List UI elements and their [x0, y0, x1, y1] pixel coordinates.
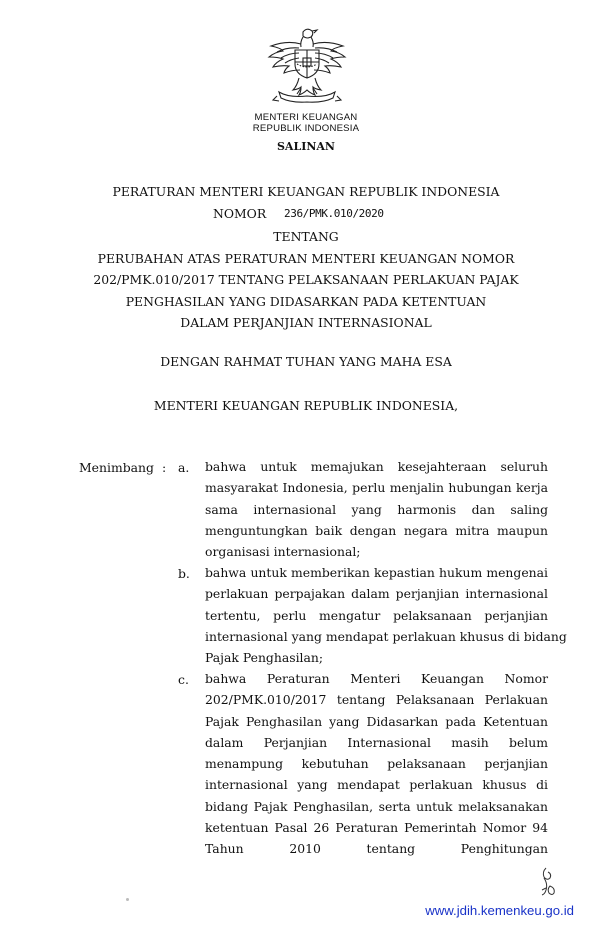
item-a-line: sama internasional yang harmonis dan saling — [205, 501, 548, 517]
copy-label: SALINAN — [276, 140, 335, 153]
item-a-line: organisasi internasional; — [205, 544, 361, 560]
nomor-value: 236/PMK.010/2020 — [284, 207, 384, 220]
item-c-line: bidang Pajak Penghasilan, serta untuk melaksanakan — [205, 798, 548, 814]
footer-website-link[interactable]: www.jdih.kemenkeu.go.id — [425, 903, 574, 918]
item-a-line: masyarakat Indonesia, perlu menjalin hubungan kerja — [205, 480, 548, 496]
item-b-line: bahwa untuk memberikan kepastian hukum mengenai — [205, 565, 548, 580]
issuer: MENTERI KEUANGAN REPUBLIK INDONESIA, — [153, 398, 459, 413]
ministry-line-1: MENTERI KEUANGAN — [254, 112, 358, 123]
subject-line-2: 202/PMK.010/2017 TENTANG PELAKSANAAN PERLAKUAN PAJAK — [93, 272, 519, 287]
item-c-line: ketentuan Pasal 26 Peraturan Pemerintah Nomor 94 — [205, 820, 548, 836]
ministry-header — [0, 112, 612, 134]
handwritten-initial-icon — [536, 866, 560, 900]
item-b-line: tertentu, perlu mengatur pelaksanaan perjanjian — [205, 607, 548, 623]
item-a-line: menguntungkan baik dengan negara mitra maupun — [205, 522, 548, 538]
item-c-line: dalam Perjanjian Internasional masih belum — [205, 734, 548, 750]
item-c-line: menampung kebutuhan pelaksanaan perjanjian — [205, 756, 548, 772]
item-b-line: Pajak Penghasilan; — [205, 650, 324, 666]
subject-line-3: PENGHASILAN YANG DIDASARKAN PADA KETENTUAN — [125, 294, 487, 309]
subject-line-4: DALAM PERJANJIAN INTERNASIONAL — [180, 315, 432, 330]
item-c-line: internasional yang mendapat perlakuan khusus di — [205, 777, 548, 793]
item-b-line: internasional yang mendapat perlakuan khusus di bidang — [205, 628, 567, 644]
subject-line-1: PERUBAHAN ATAS PERATURAN MENTERI KEUANGAN NOMOR — [97, 251, 515, 266]
regulation-title: PERATURAN MENTERI KEUANGAN REPUBLIK INDONESIA — [112, 184, 500, 199]
item-c-line: Tahun 2010 tentang Penghitungan — [205, 841, 548, 857]
item-b-line: perlakuan perpajakan dalam perjanjian internasional — [205, 586, 548, 602]
item-c-line: bahwa Peraturan Menteri Keuangan Nomor — [205, 671, 548, 686]
item-marker-c: c. — [178, 672, 189, 687]
nomor-label: NOMOR — [213, 206, 267, 221]
scan-speck — [126, 898, 129, 901]
item-c-line: 202/PMK.010/2017 tentang Pelaksanaan Perlakuan — [205, 692, 548, 708]
invocation: DENGAN RAHMAT TUHAN YANG MAHA ESA — [160, 354, 452, 369]
item-a-line: bahwa untuk memajukan kesejahteraan seluruh — [205, 459, 548, 474]
considerations-colon: : — [162, 460, 167, 475]
considerations-label: Menimbang — [79, 460, 154, 475]
consideration-item-a — [205, 456, 548, 562]
consideration-item-b — [205, 562, 567, 668]
consideration-item-c — [205, 668, 548, 860]
garuda-emblem-icon — [263, 26, 351, 110]
item-marker-b: b. — [178, 566, 190, 581]
item-marker-a: a. — [178, 460, 190, 475]
ministry-line-2: REPUBLIK INDONESIA — [252, 123, 360, 134]
tentang-label: TENTANG — [273, 229, 339, 244]
item-c-line: Pajak Penghasilan yang Didasarkan pada Ketentuan — [205, 713, 548, 729]
